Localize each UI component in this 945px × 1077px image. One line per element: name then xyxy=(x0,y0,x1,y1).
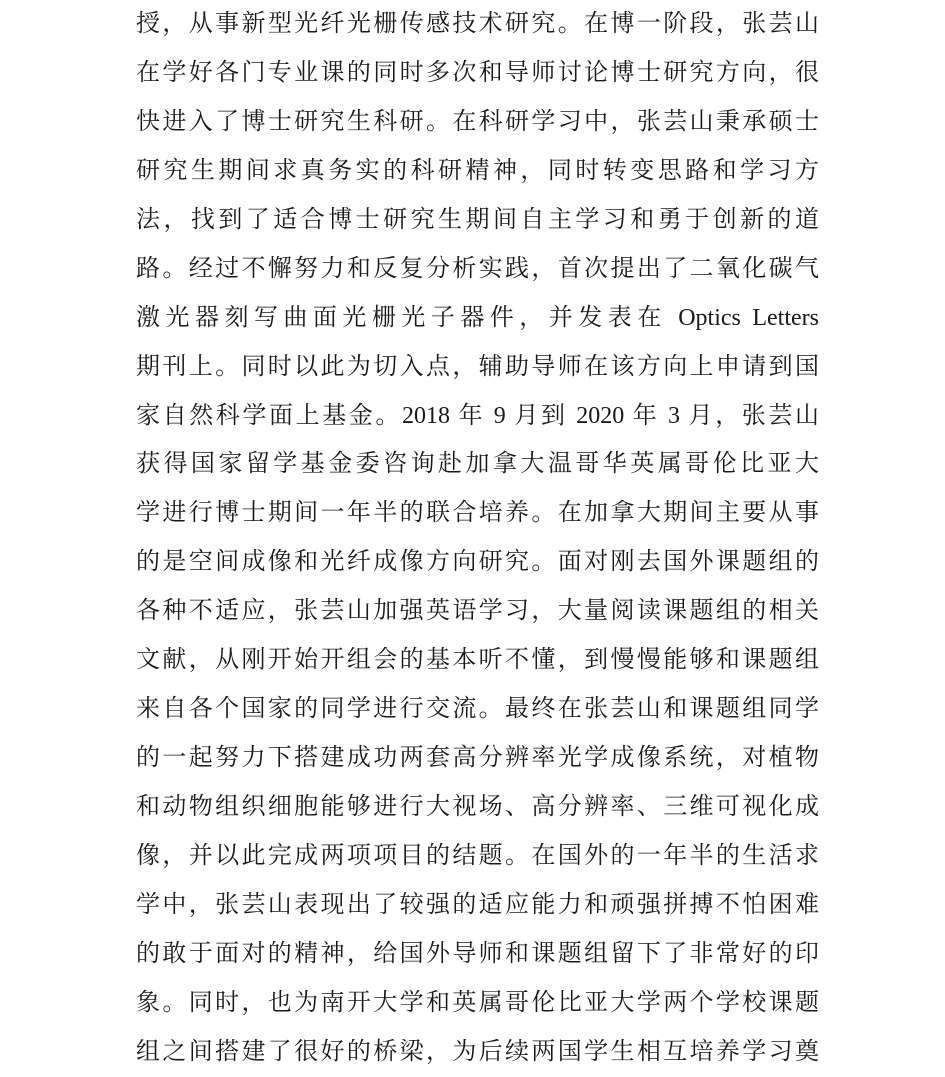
paragraph-line: 研究生期间求真务实的科研精神，同时转变思路和学习方 xyxy=(136,157,819,184)
paragraph-line: 象。同时，也为南开大学和英属哥伦比亚大学两个学校课题 xyxy=(136,989,819,1016)
paragraph-line: 像，并以此完成两项项目的结题。在国外的一年半的生活求 xyxy=(136,842,819,869)
paragraph-line: 文献，从刚开始开组会的基本听不懂，到慢慢能够和课题组 xyxy=(136,647,819,674)
paragraph-line: 的是空间成像和光纤成像方向研究。面对刚去国外课题组的 xyxy=(136,549,819,576)
paragraph-line: 授，从事新型光纤光栅传感技术研究。在博一阶段，张芸山 xyxy=(136,11,819,37)
paragraph-line: 快进入了博士研究生科研。在科研学习中，张芸山秉承硕士 xyxy=(136,108,819,135)
paragraph-line: 和动物组织细胞能够进行大视场、高分辨率、三维可视化成 xyxy=(136,794,819,820)
paragraph-line: 家自然科学面上基金。2018 年 9 月到 2020 年 3 月，张芸山 xyxy=(136,402,819,429)
paragraph-text-block xyxy=(136,0,819,1077)
paragraph-line: 获得国家留学基金委咨询赴加拿大温哥华英属哥伦比亚大 xyxy=(136,451,819,478)
paragraph-line: 学中，张芸山表现出了较强的适应能力和顽强拼搏不怕困难 xyxy=(136,891,819,918)
paragraph-line: 来自各个国家的同学进行交流。最终在张芸山和课题组同学 xyxy=(136,696,819,723)
paragraph-line: 的敢于面对的精神，给国外导师和课题组留下了非常好的印 xyxy=(136,940,819,967)
paragraph-line: 各种不适应，张芸山加强英语学习，大量阅读课题组的相关 xyxy=(136,598,819,625)
paragraph-line: 在学好各门专业课的同时多次和导师讨论博士研究方向，很 xyxy=(136,59,819,86)
paragraph-line: 期刊上。同时以此为切入点，辅助导师在该方向上申请到国 xyxy=(136,353,819,380)
paragraph-line: 学进行博士期间一年半的联合培养。在加拿大期间主要从事 xyxy=(136,500,819,527)
paragraph-line: 激光器刻写曲面光栅光子器件，并发表在 Optics Letters xyxy=(136,304,819,331)
paragraph-line: 组之间搭建了很好的桥梁，为后续两国学生相互培养学习奠 xyxy=(136,1038,819,1065)
paragraph-line: 的一起努力下搭建成功两套高分辨率光学成像系统，对植物 xyxy=(136,745,819,772)
paragraph-line: 法，找到了适合博士研究生期间自主学习和勇于创新的道 xyxy=(136,206,819,233)
paragraph-line: 路。经过不懈努力和反复分析实践，首次提出了二氧化碳气 xyxy=(136,255,819,282)
